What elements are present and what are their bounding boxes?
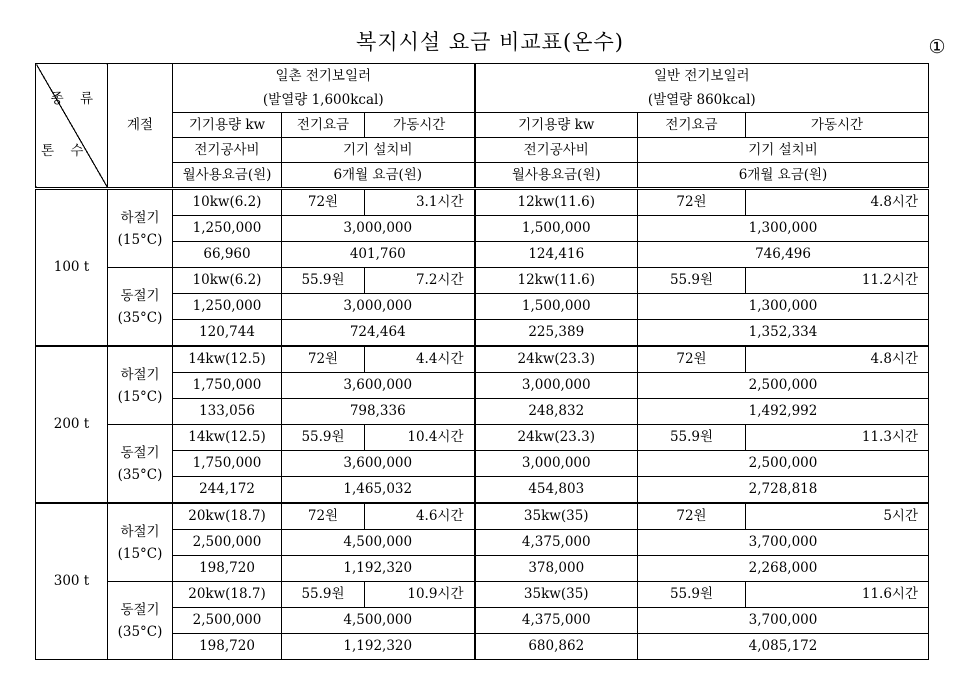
time-cell: 7.2시간	[365, 268, 475, 294]
monthly-fee-cell: 198,720	[173, 556, 282, 582]
season-temp: (15°C)	[117, 545, 163, 562]
time-cell: 11.2시간	[746, 268, 929, 294]
table-header	[36, 64, 929, 189]
six-month-fee-cell: 1,352,334	[638, 320, 929, 347]
time-cell: 3.1시간	[365, 189, 475, 216]
rate-cell: 72원	[638, 503, 746, 530]
capacity-cell: 35kw(35)	[475, 503, 638, 530]
time-cell: 11.3시간	[746, 425, 929, 451]
capacity-cell: 12kw(11.6)	[475, 268, 638, 294]
monthly-fee-cell: 66,960	[173, 242, 282, 268]
rate-cell: 55.9원	[638, 425, 746, 451]
table-row	[36, 346, 929, 373]
rate-cell: 55.9원	[638, 582, 746, 608]
construction-cost-cell: 4,375,000	[475, 608, 638, 634]
group-a-time-header: 가동시간	[365, 113, 475, 138]
six-month-fee-cell: 2,268,000	[638, 556, 929, 582]
capacity-cell: 20kw(18.7)	[173, 582, 282, 608]
group-b-time-header: 가동시간	[746, 113, 929, 138]
time-cell: 4.8시간	[746, 189, 929, 216]
season-name: 동절기	[120, 601, 160, 618]
season-name: 하절기	[120, 523, 160, 540]
group-a-spec: (발열량 1,600kcal)	[173, 88, 475, 113]
table-row	[36, 189, 929, 216]
six-month-fee-cell: 2,728,818	[638, 477, 929, 504]
install-cost-cell: 1,300,000	[638, 294, 929, 320]
rate-cell: 55.9원	[282, 425, 365, 451]
season-temp: (35°C)	[117, 309, 163, 326]
six-month-fee-cell: 746,496	[638, 242, 929, 268]
season-name: 하절기	[120, 366, 160, 383]
group-a-six-month-header: 6개월 요금(원)	[282, 163, 475, 189]
install-cost-cell: 3,700,000	[638, 530, 929, 556]
season-temp: (15°C)	[117, 388, 163, 405]
capacity-cell: 20kw(18.7)	[173, 503, 282, 530]
season-header: 계절	[108, 64, 173, 189]
install-cost-cell: 2,500,000	[638, 451, 929, 477]
group-b-monthly-header: 월사용요금(원)	[475, 163, 638, 189]
rate-cell: 55.9원	[638, 268, 746, 294]
group-b-capacity-header: 기기용량 kw	[475, 113, 638, 138]
season-name: 하절기	[120, 209, 160, 226]
rate-cell: 72원	[282, 346, 365, 373]
capacity-cell: 14kw(12.5)	[173, 425, 282, 451]
construction-cost-cell: 3,000,000	[475, 451, 638, 477]
construction-cost-cell: 4,375,000	[475, 530, 638, 556]
construction-cost-cell: 1,250,000	[173, 216, 282, 242]
install-cost-cell: 4,500,000	[282, 530, 475, 556]
rate-cell: 55.9원	[282, 268, 365, 294]
monthly-fee-cell: 124,416	[475, 242, 638, 268]
install-cost-cell: 4,500,000	[282, 608, 475, 634]
table-row	[36, 425, 929, 451]
install-cost-cell: 2,500,000	[638, 373, 929, 399]
time-cell: 10.9시간	[365, 582, 475, 608]
monthly-fee-cell: 378,000	[475, 556, 638, 582]
group-b-install-header: 기기 설치비	[638, 138, 929, 163]
monthly-fee-cell: 120,744	[173, 320, 282, 347]
group-b-name: 일반 전기보일러	[475, 64, 929, 89]
group-b-construction-header: 전기공사비	[475, 138, 638, 163]
season-cell	[108, 189, 173, 268]
rate-cell: 72원	[638, 346, 746, 373]
time-cell: 4.8시간	[746, 346, 929, 373]
group-a-construction-header: 전기공사비	[173, 138, 282, 163]
corner-diagonal-cell	[36, 64, 108, 189]
construction-cost-cell: 1,750,000	[173, 451, 282, 477]
capacity-cell: 35kw(35)	[475, 582, 638, 608]
six-month-fee-cell: 1,492,992	[638, 399, 929, 425]
table-body	[36, 189, 929, 660]
season-temp: (35°C)	[117, 623, 163, 640]
install-cost-cell: 3,000,000	[282, 294, 475, 320]
season-cell	[108, 425, 173, 504]
tonnage-cell: 300 t	[36, 503, 108, 660]
install-cost-cell: 3,000,000	[282, 216, 475, 242]
season-name: 동절기	[120, 444, 160, 461]
group-a-rate-header: 전기요금	[282, 113, 365, 138]
six-month-fee-cell: 724,464	[282, 320, 475, 347]
group-a-install-header: 기기 설치비	[282, 138, 475, 163]
six-month-fee-cell: 1,192,320	[282, 634, 475, 660]
capacity-cell: 12kw(11.6)	[475, 189, 638, 216]
season-temp: (15°C)	[117, 231, 163, 248]
season-cell	[108, 582, 173, 660]
install-cost-cell: 3,600,000	[282, 373, 475, 399]
group-a-capacity-header: 기기용량 kw	[173, 113, 282, 138]
table-row	[36, 268, 929, 294]
monthly-fee-cell: 680,862	[475, 634, 638, 660]
monthly-fee-cell: 133,056	[173, 399, 282, 425]
season-cell	[108, 503, 173, 582]
page-title: 복지시설 요금 비교표(온수)	[356, 30, 624, 54]
construction-cost-cell: 1,750,000	[173, 373, 282, 399]
season-name: 동절기	[120, 287, 160, 304]
season-temp: (35°C)	[117, 466, 163, 483]
capacity-cell: 14kw(12.5)	[173, 346, 282, 373]
tonnage-cell: 100 t	[36, 189, 108, 347]
time-cell: 4.6시간	[365, 503, 475, 530]
rate-cell: 72원	[638, 189, 746, 216]
construction-cost-cell: 3,000,000	[475, 373, 638, 399]
group-b-rate-header: 전기요금	[638, 113, 746, 138]
construction-cost-cell: 1,500,000	[475, 294, 638, 320]
construction-cost-cell: 1,250,000	[173, 294, 282, 320]
capacity-cell: 10kw(6.2)	[173, 189, 282, 216]
comparison-table	[35, 63, 929, 660]
tonnage-cell: 200 t	[36, 346, 108, 503]
install-cost-cell: 3,600,000	[282, 451, 475, 477]
group-a-name: 일촌 전기보일러	[173, 64, 475, 89]
rate-cell: 55.9원	[282, 582, 365, 608]
monthly-fee-cell: 244,172	[173, 477, 282, 504]
monthly-fee-cell: 225,389	[475, 320, 638, 347]
time-cell: 5시간	[746, 503, 929, 530]
six-month-fee-cell: 1,465,032	[282, 477, 475, 504]
monthly-fee-cell: 248,832	[475, 399, 638, 425]
monthly-fee-cell: 454,803	[475, 477, 638, 504]
construction-cost-cell: 2,500,000	[173, 608, 282, 634]
capacity-cell: 24kw(23.3)	[475, 425, 638, 451]
season-cell	[108, 346, 173, 425]
six-month-fee-cell: 798,336	[282, 399, 475, 425]
capacity-cell: 10kw(6.2)	[173, 268, 282, 294]
time-cell: 10.4시간	[365, 425, 475, 451]
time-cell: 4.4시간	[365, 346, 475, 373]
rate-cell: 72원	[282, 503, 365, 530]
table-row	[36, 503, 929, 530]
corner-type-label: 종 류	[50, 91, 99, 107]
six-month-fee-cell: 1,192,320	[282, 556, 475, 582]
install-cost-cell: 1,300,000	[638, 216, 929, 242]
install-cost-cell: 3,700,000	[638, 608, 929, 634]
monthly-fee-cell: 198,720	[173, 634, 282, 660]
construction-cost-cell: 1,500,000	[475, 216, 638, 242]
construction-cost-cell: 2,500,000	[173, 530, 282, 556]
season-cell	[108, 268, 173, 347]
capacity-cell: 24kw(23.3)	[475, 346, 638, 373]
group-b-six-month-header: 6개월 요금(원)	[638, 163, 929, 189]
table-row	[36, 582, 929, 608]
time-cell: 11.6시간	[746, 582, 929, 608]
six-month-fee-cell: 401,760	[282, 242, 475, 268]
group-a-monthly-header: 월사용요금(원)	[173, 163, 282, 189]
page-number: ①	[928, 36, 946, 58]
six-month-fee-cell: 4,085,172	[638, 634, 929, 660]
rate-cell: 72원	[282, 189, 365, 216]
corner-tonnage-label: 톤 수	[41, 143, 90, 159]
group-b-spec: (발열량 860kcal)	[475, 88, 929, 113]
